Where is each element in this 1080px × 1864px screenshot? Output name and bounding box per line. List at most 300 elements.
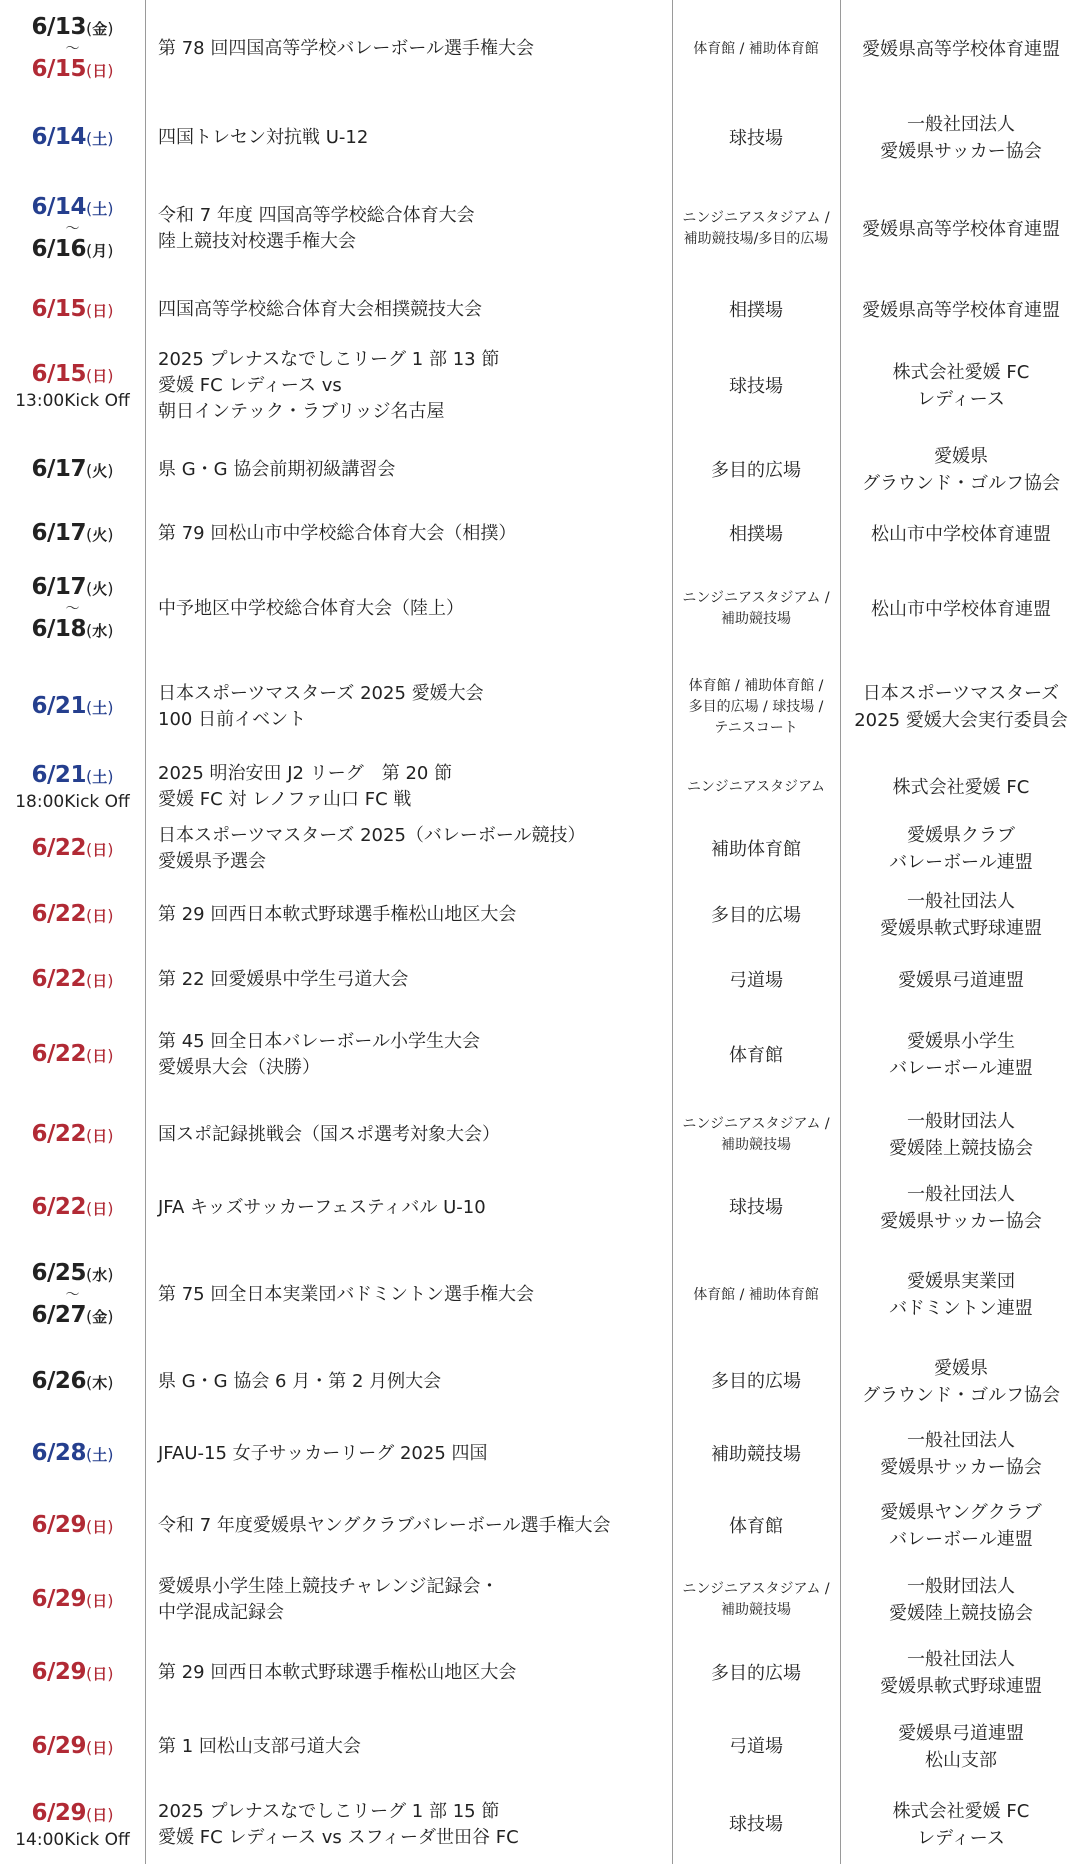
date-cell (0, 818, 145, 880)
venue-cell (672, 950, 840, 1010)
date-weekday: 土 (92, 130, 108, 148)
date-cell (0, 1170, 145, 1245)
organizer-line: 愛媛県高等学校体育連盟 (862, 38, 1060, 60)
event-name-cell (158, 508, 668, 560)
event-name-line: 愛媛 FC 対 レノファ山口 FC 戦 (158, 789, 412, 810)
table-row (0, 756, 1080, 818)
event-name-line: 2025 明治安田 J2 リーグ 第 20 節 (158, 763, 453, 784)
event-name-cell (158, 1100, 668, 1170)
venue (711, 1442, 801, 1467)
organizer-line: 一般社団法人 (906, 1183, 1015, 1205)
venue (729, 1195, 783, 1220)
event-name-cell (158, 0, 668, 98)
date: 6/22(日) (31, 835, 114, 861)
organizer (862, 443, 1060, 497)
organizer-line: 株式会社愛媛 FC (892, 776, 1030, 798)
table-row (0, 1418, 1080, 1490)
kickoff-time: 13:00Kick Off (15, 391, 130, 411)
event-name-cell (158, 1010, 668, 1100)
date: 6/25(水) (31, 1260, 114, 1286)
venue (729, 374, 783, 399)
venue (729, 126, 783, 151)
event-name-line: 県 G・G 協会 6 月・第 2 月例大会 (158, 1370, 442, 1392)
venue-line: 球技場 (729, 1197, 783, 1218)
venue-cell (672, 1638, 840, 1708)
date-month-day: 6/27 (31, 1302, 86, 1328)
event-name (158, 125, 368, 151)
venue-line: テニスコート (714, 719, 798, 736)
venue (689, 676, 824, 739)
organizer-line: レディース (917, 1827, 1005, 1849)
organizer-line: バレーボール連盟 (889, 1529, 1033, 1550)
date-weekday: 日 (92, 841, 108, 859)
event-name (158, 203, 475, 255)
venue-line: 多目的広場 (711, 459, 801, 481)
organizer-line: 一般社団法人 (907, 1649, 1015, 1670)
venue-line: 相撲場 (729, 523, 783, 545)
date-month-day: 6/17 (31, 456, 86, 482)
event-name (158, 457, 395, 483)
venue-cell (672, 1245, 840, 1345)
venue-line: 補助競技場 (721, 1137, 791, 1153)
venue-cell (672, 1708, 840, 1785)
date: 6/29(日) (31, 1586, 114, 1612)
date: 6/29(日) (31, 1732, 114, 1759)
venue-cell (672, 1785, 840, 1864)
organizer-cell (842, 98, 1080, 178)
organizer-cell (842, 1345, 1080, 1418)
organizer (854, 680, 1068, 734)
event-name (158, 1195, 486, 1221)
date-month-day: 6/21 (31, 693, 86, 719)
date-weekday: 日 (92, 62, 108, 80)
date: 6/27(金) (31, 1302, 114, 1328)
organizer-line: 愛媛県 (934, 446, 988, 467)
date-month-day: 6/28 (31, 1440, 86, 1466)
organizer-cell (842, 560, 1080, 658)
venue (729, 1043, 783, 1068)
venue (729, 968, 783, 993)
venue-line: 体育館 (729, 1515, 783, 1537)
event-name (158, 902, 516, 928)
date-month-day: 6/29 (31, 1586, 86, 1612)
venue-line: ニンジニアスタジアム (686, 778, 826, 795)
event-name-line: 令和 7 年度愛媛県ヤングクラブバレーボール選手権大会 (158, 1515, 611, 1536)
date-weekday: 日 (92, 1199, 108, 1218)
date-cell (0, 280, 145, 340)
date: 6/29(日) (31, 1659, 114, 1685)
venue-line: 補助体育館 (711, 838, 801, 860)
date-weekday: 日 (92, 367, 108, 385)
event-name (158, 347, 499, 425)
venue-line: ニンジニアスタジアム / (682, 1581, 830, 1597)
organizer-line: 一般社団法人 (906, 114, 1015, 135)
date: 6/22(日) (31, 1041, 114, 1067)
organizer-line: 愛媛県 (934, 1357, 988, 1379)
event-name (158, 1513, 611, 1539)
date-cell (0, 658, 145, 756)
date-month-day: 6/18 (31, 616, 86, 642)
venue-line: 補助競技場 (711, 1443, 801, 1465)
event-name-line: 第 75 回全日本実業団バドミントン選手権大会 (158, 1284, 534, 1305)
table-row (0, 880, 1080, 950)
date: 6/14(土) (31, 124, 114, 150)
organizer-cell (842, 1418, 1080, 1490)
venue (711, 1369, 801, 1394)
event-name (158, 297, 482, 323)
range-tilde: 〜 (65, 601, 80, 617)
organizer-line: 一般社団法人 (907, 891, 1015, 912)
date: 6/14(土) (31, 194, 114, 220)
venue-line: 多目的広場 (711, 1662, 801, 1684)
date-month-day: 6/29 (31, 1799, 86, 1826)
venue-cell (672, 756, 840, 818)
organizer-line: 愛媛県高等学校体育連盟 (862, 299, 1060, 321)
venue (682, 1114, 829, 1156)
event-name-cell (158, 1345, 668, 1418)
date: 6/21(土) (31, 693, 114, 719)
organizer-cell (842, 280, 1080, 340)
date-month-day: 6/22 (31, 1193, 86, 1220)
date: 6/22(日) (31, 901, 114, 927)
event-name-cell (158, 1708, 668, 1785)
date-weekday: 日 (92, 1805, 108, 1824)
organizer-line: 松山市中学校体育連盟 (871, 523, 1051, 545)
organizer-line: 日本スポーツマスターズ (862, 683, 1060, 704)
venue (711, 837, 801, 862)
venue-cell (672, 1418, 840, 1490)
venue-cell (672, 1100, 840, 1170)
organizer-line: 一般財団法人 (907, 1111, 1015, 1132)
venue (729, 298, 783, 323)
organizer (862, 216, 1060, 243)
organizer (880, 888, 1042, 942)
date-month-day: 6/26 (31, 1367, 86, 1394)
date: 6/15(日) (31, 361, 114, 387)
venue-cell (672, 1490, 840, 1562)
date: 6/17(火) (31, 456, 114, 482)
date-weekday: 金 (92, 20, 108, 38)
date: 6/15(日) (31, 296, 114, 322)
event-name (158, 1660, 516, 1686)
event-name-line: JFAU-15 女子サッカーリーグ 2025 四国 (158, 1443, 488, 1464)
organizer-line: 愛媛県サッカー協会 (880, 1210, 1042, 1232)
date-month-day: 6/14 (31, 194, 86, 220)
date-cell (0, 1010, 145, 1100)
venue-line: 相撲場 (729, 299, 783, 321)
date-weekday: 土 (92, 1446, 108, 1464)
venue (682, 208, 829, 250)
event-name-cell (158, 178, 668, 280)
range-tilde: 〜 (65, 1287, 80, 1303)
organizer-line: 愛媛県弓道連盟 (898, 1722, 1024, 1744)
event-name-cell (158, 818, 668, 880)
organizer (862, 36, 1060, 63)
table-row (0, 950, 1080, 1010)
date-month-day: 6/29 (31, 1732, 86, 1759)
organizer-cell (842, 1490, 1080, 1562)
event-name-cell (158, 1638, 668, 1708)
table-row (0, 1490, 1080, 1562)
venue-line: 体育館 / 補助体育館 (693, 1286, 819, 1303)
organizer (889, 1268, 1033, 1322)
date-month-day: 6/22 (31, 901, 86, 927)
date-month-day: 6/29 (31, 1512, 86, 1538)
event-name-line: 愛媛県予選会 (158, 851, 266, 872)
organizer-line: 株式会社愛媛 FC (892, 362, 1030, 383)
date-month-day: 6/15 (31, 56, 86, 82)
date-cell (0, 1100, 145, 1170)
organizer-cell (842, 1638, 1080, 1708)
date: 6/28(土) (31, 1440, 114, 1466)
venue (711, 458, 801, 483)
event-name-cell (158, 560, 668, 658)
venue-line: ニンジニアスタジアム / (682, 590, 830, 606)
table-row (0, 178, 1080, 280)
event-name-line: 令和 7 年度 四国高等学校総合体育大会 (158, 205, 475, 226)
event-name (158, 823, 586, 875)
table-row (0, 432, 1080, 508)
organizer (893, 359, 1030, 413)
organizer-cell (842, 756, 1080, 818)
venue-line: 多目的広場 (711, 1371, 801, 1392)
table-row (0, 1345, 1080, 1418)
date-cell (0, 1562, 145, 1638)
table-row (0, 1170, 1080, 1245)
organizer (889, 1108, 1033, 1162)
date-cell (0, 1708, 145, 1785)
venue-cell (672, 280, 840, 340)
date-cell (0, 432, 145, 508)
date-weekday: 日 (92, 972, 108, 990)
organizer-cell (842, 0, 1080, 98)
table-row (0, 0, 1080, 98)
date-month-day: 6/14 (31, 124, 86, 150)
table-row (0, 1638, 1080, 1708)
event-name-line: 100 日前イベント (158, 709, 307, 730)
event-name-cell (158, 1562, 668, 1638)
date-weekday: 日 (92, 1518, 108, 1536)
venue-line: 補助競技場 (721, 611, 791, 627)
event-name (158, 967, 408, 993)
date: 6/26(木) (31, 1367, 114, 1394)
event-name-line: 県 G・G 協会前期初級講習会 (158, 459, 396, 480)
event-name-line: 第 29 回西日本軟式野球選手権松山地区大会 (158, 1662, 517, 1683)
organizer (889, 1028, 1033, 1082)
venue (729, 1514, 783, 1539)
organizer-line: グラウンド・ゴルフ協会 (862, 473, 1060, 494)
organizer-cell (842, 1708, 1080, 1785)
event-name (158, 681, 484, 733)
range-tilde: 〜 (65, 41, 80, 57)
event-name (158, 1734, 361, 1760)
table-row (0, 1245, 1080, 1345)
event-name-line: 愛媛 FC レディース vs (158, 375, 342, 396)
organizer-line: 愛媛陸上競技協会 (889, 1138, 1033, 1159)
date-weekday: 日 (92, 302, 108, 320)
event-name-line: 第 79 回松山市中学校総合体育大会（相撲） (158, 523, 517, 544)
organizer-line: 愛媛県実業団 (906, 1271, 1015, 1292)
event-name (158, 521, 516, 547)
date-cell (0, 178, 145, 280)
event-name-line: 朝日インテック・ラブリッジ名古屋 (158, 401, 445, 422)
event-name-cell (158, 658, 668, 756)
event-name-line: 中学混成記録会 (158, 1602, 284, 1623)
organizer (880, 1181, 1042, 1235)
date-weekday: 土 (92, 768, 108, 786)
date: 6/21(土) (31, 762, 114, 788)
event-name-line: 愛媛 FC レディース vs スフィーダ世田谷 FC (158, 1826, 519, 1848)
date-month-day: 6/29 (31, 1659, 86, 1685)
date: 6/22(日) (31, 1193, 114, 1220)
date-cell (0, 508, 145, 560)
venue-line: 補助競技場/多目的広場 (683, 231, 829, 247)
date-weekday: 火 (92, 526, 108, 544)
table-row (0, 280, 1080, 340)
date-weekday: 月 (92, 242, 108, 260)
date: 6/15(日) (31, 56, 114, 82)
organizer-line: 愛媛県軟式野球連盟 (880, 1676, 1042, 1697)
event-name-cell (158, 880, 668, 950)
table-row (0, 560, 1080, 658)
event-name-line: 日本スポーツマスターズ 2025（バレーボール競技） (158, 825, 586, 846)
venue-line: 体育館 / 補助体育館 / (688, 677, 824, 694)
venue-cell (672, 1170, 840, 1245)
date-month-day: 6/15 (31, 296, 86, 322)
date-weekday: 木 (92, 1373, 108, 1392)
event-name-line: 四国トレセン対抗戦 U-12 (158, 127, 369, 148)
organizer-line: 愛媛県高等学校体育連盟 (862, 218, 1060, 240)
date-weekday: 土 (92, 200, 108, 218)
date-weekday: 水 (92, 1266, 108, 1284)
event-name-cell (158, 1170, 668, 1245)
venue-line: ニンジニアスタジアム / (682, 210, 830, 226)
organizer-line: 愛媛陸上競技協会 (889, 1603, 1033, 1624)
organizer-line: 松山支部 (925, 1749, 997, 1771)
organizer-line: 愛媛県サッカー協会 (880, 1457, 1042, 1478)
organizer-cell (842, 340, 1080, 432)
venue-line: 体育館 / 補助体育館 (693, 40, 819, 57)
organizer-cell (842, 880, 1080, 950)
date-cell (0, 1418, 145, 1490)
date-month-day: 6/25 (31, 1260, 86, 1286)
venue-cell (672, 98, 840, 178)
organizer-line: 愛媛県クラブ (906, 825, 1015, 846)
date-weekday: 日 (92, 1127, 108, 1145)
venue-line: 体育館 (729, 1044, 783, 1066)
venue (711, 1661, 801, 1686)
table-row (0, 1785, 1080, 1864)
event-name (158, 596, 464, 622)
date-cell (0, 0, 145, 98)
organizer-line: 一般社団法人 (906, 1430, 1015, 1451)
date-month-day: 6/17 (31, 520, 86, 546)
event-name (158, 1574, 499, 1626)
venue-cell (672, 560, 840, 658)
venue-cell (672, 0, 840, 98)
event-name (158, 761, 452, 813)
kickoff-time: 18:00Kick Off (15, 792, 130, 812)
organizer (889, 822, 1033, 876)
event-name-cell (158, 756, 668, 818)
event-name-cell (158, 432, 668, 508)
organizer-cell (842, 658, 1080, 756)
venue-cell (672, 1010, 840, 1100)
venue (687, 777, 825, 798)
date-weekday: 水 (92, 622, 108, 640)
table-row (0, 1100, 1080, 1170)
venue-cell (672, 1345, 840, 1418)
date: 6/18(水) (31, 616, 114, 642)
date-cell (0, 560, 145, 658)
event-name-line: 日本スポーツマスターズ 2025 愛媛大会 (158, 683, 484, 704)
organizer-line: 2025 愛媛大会実行委員会 (854, 710, 1068, 731)
date-weekday: 日 (92, 1592, 108, 1610)
organizer-line: 愛媛県軟式野球連盟 (880, 918, 1042, 939)
venue-cell (672, 818, 840, 880)
organizer-cell (842, 178, 1080, 280)
date: 6/29(日) (31, 1512, 114, 1538)
event-name-line: 第 45 回全日本バレーボール小学生大会 (158, 1031, 480, 1052)
venue-line: 補助競技場 (721, 1602, 791, 1618)
organizer (862, 1355, 1060, 1409)
table-row (0, 1010, 1080, 1100)
organizer-cell (842, 432, 1080, 508)
date-month-day: 6/15 (31, 361, 86, 387)
date: 6/13(金) (31, 14, 114, 40)
event-name-line: 四国高等学校総合体育大会相撲競技大会 (158, 299, 482, 320)
organizer (898, 1720, 1024, 1774)
organizer-line: バレーボール連盟 (889, 852, 1033, 873)
event-name (158, 1282, 534, 1308)
venue-cell (672, 1562, 840, 1638)
venue (729, 1734, 783, 1759)
event-name-line: 愛媛県小学生陸上競技チャレンジ記録会・ (158, 1576, 499, 1597)
date-weekday: 日 (92, 1665, 108, 1683)
date-cell (0, 1345, 145, 1418)
organizer-line: グラウンド・ゴルフ協会 (862, 1384, 1060, 1406)
date-cell (0, 340, 145, 432)
date: 6/16(月) (31, 236, 114, 262)
venue (682, 588, 829, 630)
organizer-line: 愛媛県サッカー協会 (880, 141, 1042, 162)
event-name-line: 2025 プレナスなでしこリーグ 1 部 15 節 (158, 1800, 500, 1822)
table-row (0, 658, 1080, 756)
venue-cell (672, 340, 840, 432)
event-name (158, 1369, 441, 1395)
organizer (889, 1573, 1033, 1627)
kickoff-time: 14:00Kick Off (15, 1829, 130, 1850)
organizer (898, 967, 1024, 994)
date-weekday: 日 (92, 907, 108, 925)
venue-line: 球技場 (729, 375, 783, 397)
date-month-day: 6/22 (31, 966, 86, 992)
organizer-cell (842, 818, 1080, 880)
venue-line: 球技場 (729, 127, 783, 149)
organizer-cell (842, 1562, 1080, 1638)
event-name (158, 36, 534, 62)
date-month-day: 6/22 (31, 835, 86, 861)
date-weekday: 火 (92, 462, 108, 480)
event-name-cell (158, 340, 668, 432)
venue (729, 522, 783, 547)
venue (693, 1285, 819, 1306)
date: 6/22(日) (31, 1121, 114, 1147)
table-row (0, 818, 1080, 880)
event-name-line: 中予地区中学校総合体育大会（陸上） (158, 598, 464, 619)
table-row (0, 98, 1080, 178)
organizer-cell (842, 1785, 1080, 1864)
